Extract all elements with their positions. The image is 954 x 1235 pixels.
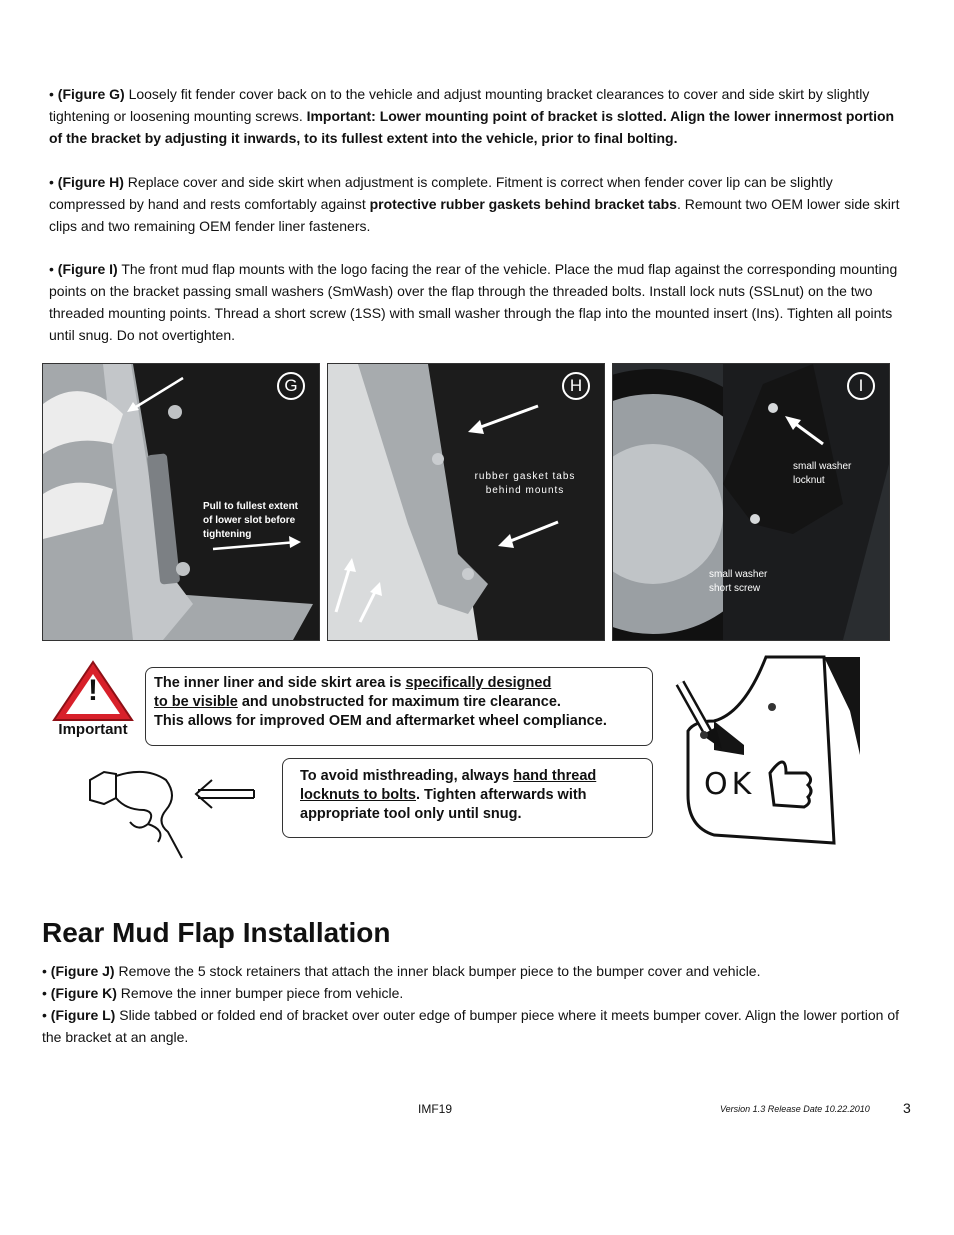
notice-underline: hand thread bbox=[513, 768, 597, 784]
important-text: Important: Lower mounting point of bracket is slotted. Align the lower innermost portion of the bracket by adjusting it inwards, to its fullest extent into the vehicle, prior to final bolting. bbox=[49, 108, 895, 146]
instruction-figure-i bbox=[49, 258, 911, 346]
instruction-text: Slide tabbed or folded end of bracket over outer edge of bumper piece where it meets bumper cover. Align the lower portion of the bracket at an angle. bbox=[42, 1007, 900, 1045]
photo-i-caption-top: small washer locknut bbox=[793, 461, 852, 486]
instruction-figure-h bbox=[49, 171, 911, 237]
photo-figure-h bbox=[327, 363, 605, 641]
notice-underline: specifically designed bbox=[405, 675, 552, 691]
important-label: Important bbox=[58, 721, 128, 738]
figure-letter-badge: I bbox=[847, 372, 875, 400]
figure-ref: (Figure G) bbox=[57, 86, 125, 102]
instruction-text: Loosely fit fender cover back on to the vehicle and adjust mounting bracket clearances to cover and side skirt by slightly tightening or loosening mounting screws. bbox=[49, 86, 870, 124]
page-number: 3 bbox=[903, 1100, 911, 1116]
instruction-figure-g bbox=[49, 83, 911, 149]
instruction-text: The front mud flap mounts with the logo facing the rear of the vehicle. Place the mud flap against the corresponding mounting points on the bracket passing small washers (SmWash) over the flap through the threaded bolts. Install lock nuts (SSLnut) on the two threaded mounting points. Thread a short screw (1SS) with small washer through the flap into the mounted insert (Ins). Tighten all points until snug. Do not overtighten. bbox=[49, 261, 898, 343]
instruction-text: Remove the 5 stock retainers that attach the inner black bumper piece to the bumper cover and vehicle. bbox=[114, 963, 761, 979]
exclamation-symbol: ! bbox=[88, 674, 98, 707]
bullet: • bbox=[49, 86, 54, 102]
hand-icon bbox=[86, 760, 266, 860]
notice-underline: to be visible bbox=[154, 694, 238, 710]
photo-g-caption: Pull to fullest extent of lower slot before tightening bbox=[203, 501, 299, 540]
photo-figure-i bbox=[612, 363, 890, 641]
notice-text: To avoid misthreading, always bbox=[300, 768, 514, 784]
photo-i-caption-bottom: small washer short screw bbox=[709, 569, 768, 594]
photo-i-illustration bbox=[613, 364, 889, 640]
bullet: • bbox=[42, 985, 47, 1001]
figure-ref: (Figure K) bbox=[50, 985, 117, 1001]
section-title: Rear Mud Flap Installation bbox=[42, 917, 391, 948]
figure-ref: (Figure I) bbox=[57, 261, 118, 277]
ok-text: OK bbox=[704, 767, 756, 802]
photo-figure-g bbox=[42, 363, 320, 641]
emphasis-text: protective rubber gaskets behind bracket tabs bbox=[369, 196, 677, 212]
hand-thread-illustration bbox=[86, 760, 266, 860]
instruction-figure-l bbox=[42, 1004, 912, 1048]
important-warning bbox=[52, 660, 134, 742]
notice-text: appropriate tool only until snug. bbox=[300, 806, 522, 822]
notice-text: This allows for improved OEM and aftermarket wheel compliance. bbox=[154, 713, 607, 729]
figure-ref: (Figure H) bbox=[57, 174, 124, 190]
figure-letter-badge: G bbox=[277, 372, 305, 400]
photo-h-illustration bbox=[328, 364, 604, 640]
notice-text: and unobstructed for maximum tire clearance. bbox=[237, 694, 561, 710]
document-id: IMF19 bbox=[418, 1102, 453, 1116]
ok-thumbs-up-icon bbox=[674, 655, 864, 845]
instruction-figure-j bbox=[42, 960, 912, 982]
figure-ref: (Figure L) bbox=[50, 1007, 116, 1023]
notice-hand-thread bbox=[282, 758, 653, 838]
instruction-text: . Remount two OEM lower side skirt clips and two remaining OEM fender liner fasteners. bbox=[49, 196, 900, 234]
notice-text: The inner liner and side skirt area is bbox=[154, 675, 406, 691]
photo-h-caption: rubber gasket tabs behind mounts bbox=[474, 471, 576, 496]
bullet: • bbox=[49, 261, 54, 277]
ok-flap-illustration bbox=[674, 655, 864, 845]
instruction-text: Remove the inner bumper piece from vehicle. bbox=[116, 985, 404, 1001]
notice-underline: locknuts to bolts bbox=[300, 787, 416, 803]
bullet: • bbox=[42, 963, 47, 979]
instruction-figure-k bbox=[42, 982, 912, 1004]
version-info: Version 1.3 Release Date 10.22.2010 bbox=[720, 1104, 870, 1114]
notice-text: . Tighten afterwards with bbox=[416, 787, 587, 803]
instruction-text: Replace cover and side skirt when adjustment is complete. Fitment is correct when fender cover lip can be slightly compressed by hand and rests comfortably against bbox=[49, 174, 833, 212]
bullet: • bbox=[42, 1007, 47, 1023]
notice-liner-visible bbox=[145, 667, 653, 746]
figure-letter-badge: H bbox=[562, 372, 590, 400]
bullet: • bbox=[49, 174, 54, 190]
figure-ref: (Figure J) bbox=[50, 963, 115, 979]
